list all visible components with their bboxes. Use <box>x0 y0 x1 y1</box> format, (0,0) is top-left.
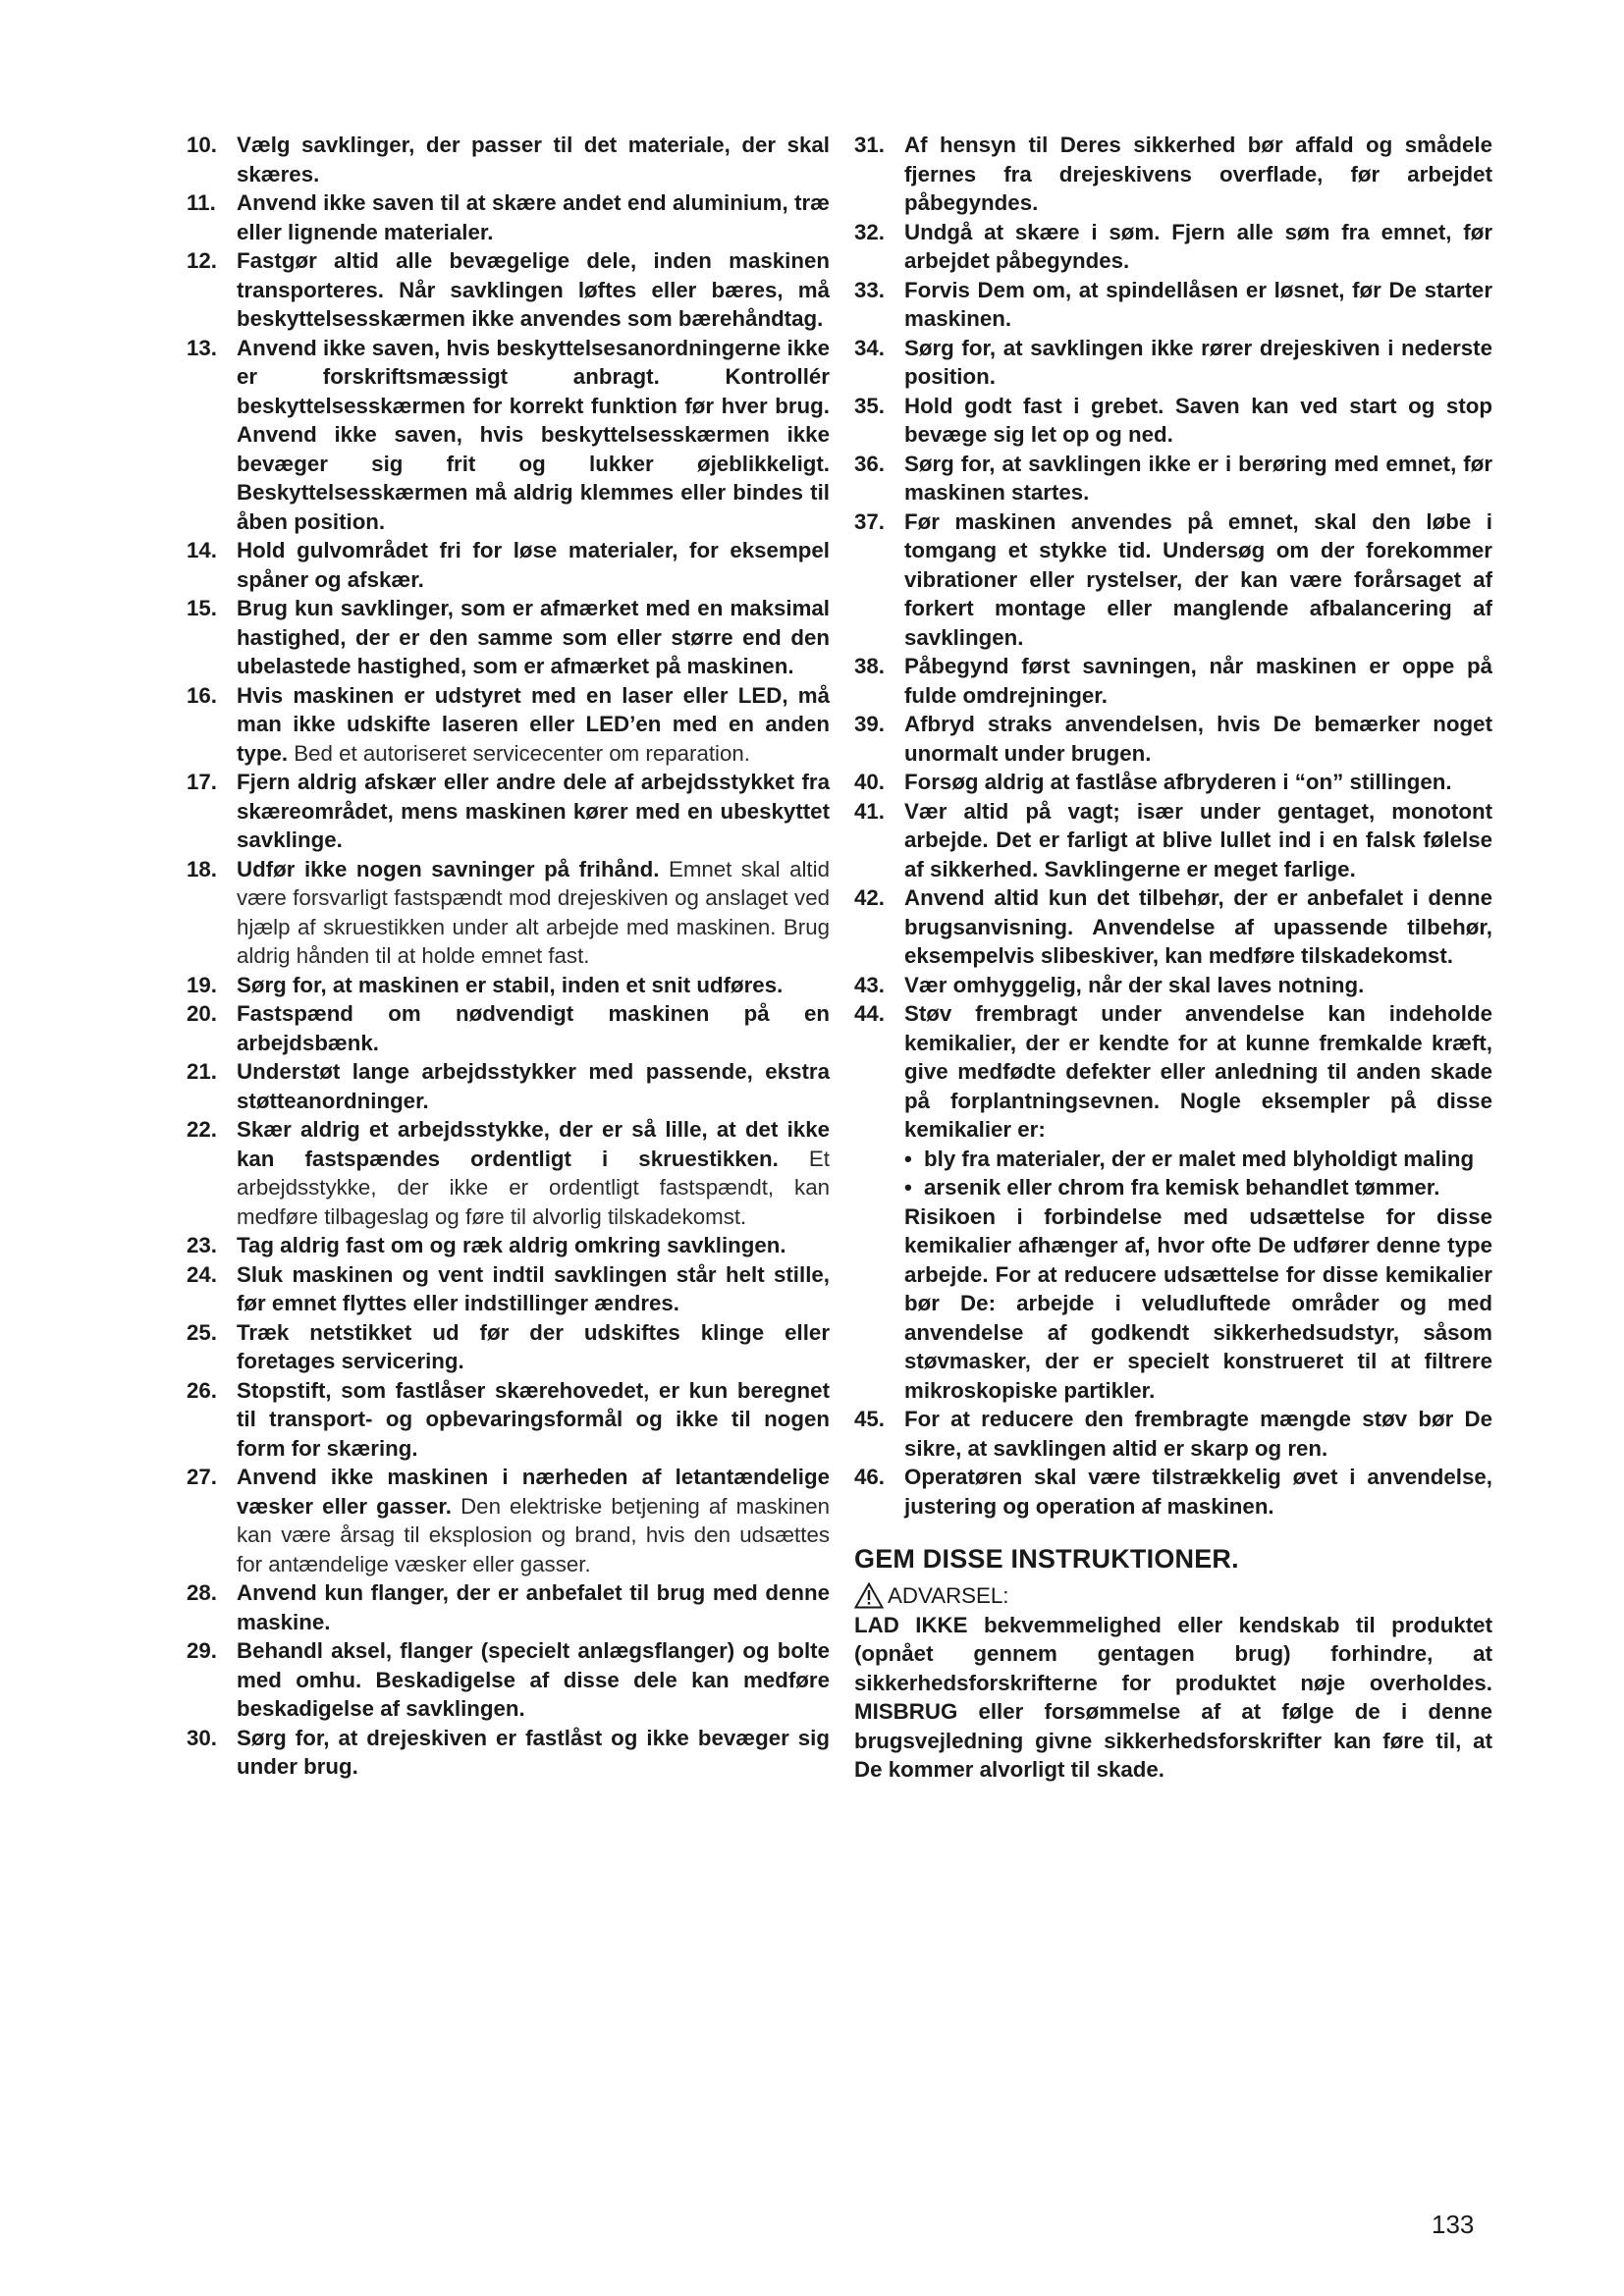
item-bold-text: Påbegynd først savningen, når maskinen er oppe på fulde omdrejninger. <box>904 654 1492 708</box>
warning-header <box>854 1581 1492 1611</box>
item-regular-text: Bed et autoriseret servicecenter om reparation. <box>288 740 750 766</box>
item-bold-text: Understøt lange arbejdsstykker med passende, ekstra støtteanordninger. <box>237 1059 830 1113</box>
list-item <box>187 999 830 1057</box>
list-item <box>854 218 1492 276</box>
list-item <box>187 1463 830 1578</box>
item-number: 32. <box>854 219 885 244</box>
item-number: 10. <box>187 133 217 157</box>
item-number: 42. <box>854 885 885 910</box>
item-bold-text: Hvis maskinen er udstyret med en laser eller LED, må man ikke udskifte laseren eller LED’en med en anden type. <box>237 682 830 766</box>
list-item <box>187 768 830 855</box>
item-regular-text: Den elektriske betjening af maskinen kan være årsag til eksplosion og brand, hvis den udsættes for antændelige væsker eller gasser. <box>237 1493 830 1576</box>
item-number: 44. <box>854 1001 885 1026</box>
chemical-examples-list <box>904 1145 1492 1202</box>
item-bold-text: Vær omhyggelig, når der skal laves notning. <box>904 972 1365 997</box>
item-number: 15. <box>187 596 217 620</box>
item-number: 39. <box>854 712 885 736</box>
item-bold-text: Anvend ikke maskinen i nærheden af letantændelige væsker eller gasser. <box>237 1465 830 1519</box>
item-number: 38. <box>854 654 885 678</box>
list-item <box>854 392 1492 450</box>
warning-triangle-icon <box>854 1582 884 1609</box>
item-number: 27. <box>187 1465 217 1489</box>
bullet-item: • arsenik eller chrom fra kemisk behandlet tømmer. <box>904 1173 1492 1202</box>
list-item <box>187 1724 830 1782</box>
item-bold-text: Vær altid på vagt; især under gentaget, monotont arbejde. Det er farligt at blive lullet ind i en falsk følelse af sikkerhed. Savklingerne er meget farlige. <box>904 798 1492 881</box>
section-heading: GEM DISSE INSTRUKTIONER. <box>854 1544 1239 1574</box>
item-bold-text: Anvend kun flanger, der er anbefalet til brug med denne maskine. <box>237 1580 830 1634</box>
warning-label: ADVARSEL: <box>888 1583 1009 1608</box>
warning-text: LAD IKKE bekvemmelighed eller kendskab til produktet (opnået gennem gentagen brug) forhindre, at sikkerhedsforskrifterne for produktet nøje overholdes. MISBRUG eller forsømmelse af at følge de i denne brugsvejledning givne sikkerhedsforskrifter kan føre til, at De kommer alvorligt til skade. <box>854 1612 1492 1782</box>
item-bold-text: Sørg for, at drejeskiven er fastlåst og ikke bevæger sig under brug. <box>237 1725 830 1779</box>
item-bold-text: Af hensyn til Deres sikkerhed bør affald og smådele fjernes fra drejeskivens overflade, før arbejdet påbegyndes. <box>904 133 1492 215</box>
item-number: 35. <box>854 393 885 418</box>
list-item <box>187 334 830 537</box>
list-item <box>187 536 830 594</box>
item-44-intro: Støv frembragt under anvendelse kan indeholde kemikalier, der er kendte for at kunne fremkalde kræft, give medfødte defekter eller anledning til anden skade på forplantningsevnen. Nogle eksempler på disse kemikalier er: <box>904 1001 1492 1142</box>
item-number: 16. <box>187 682 217 708</box>
list-item <box>187 681 830 769</box>
item-number: 33. <box>854 277 885 302</box>
list-item <box>187 971 830 1000</box>
item-bold-text: Anvend ikke saven til at skære andet end aluminium, træ eller lignende materialer. <box>237 190 830 244</box>
list-item <box>854 1463 1492 1521</box>
item-bold-text: Afbryd straks anvendelsen, hvis De bemærker noget unormalt under brugen. <box>904 712 1492 766</box>
item-number: 34. <box>854 335 885 360</box>
item-bold-text: Fastgør altid alle bevægelige dele, inden maskinen transporteres. Når savklingen løftes eller bæres, må beskyttelsesskærmen ikke anvendes som bærehåndtag. <box>237 248 830 331</box>
item-bold-text: Undgå at skære i søm. Fjern alle søm fra emnet, før arbejdet påbegyndes. <box>904 219 1492 273</box>
item-bold-text: Før maskinen anvendes på emnet, skal den løbe i tomgang et stykke tid. Undersøg om der forekommer vibrationer eller rystelser, der kan være forårsaget af forkert montage eller manglende afbalancering af savklingen. <box>904 508 1492 650</box>
safety-list-right <box>854 131 1492 999</box>
list-item <box>187 1578 830 1636</box>
item-number: 22. <box>187 1117 217 1142</box>
item-number: 11. <box>187 190 216 215</box>
list-item <box>187 594 830 681</box>
list-item <box>187 855 830 971</box>
item-number: 21. <box>187 1059 217 1084</box>
safety-list-right-tail <box>854 1405 1492 1521</box>
item-bold-text: Sørg for, at savklingen ikke er i berøring med emnet, før maskinen startes. <box>904 451 1492 505</box>
item-number: 17. <box>187 770 217 794</box>
list-item <box>187 1376 830 1464</box>
item-bold-text: For at reducere den frembragte mængde støv bør De sikre, at savklingen altid er skarp og ren. <box>904 1407 1492 1461</box>
item-bold-text: Fjern aldrig afskær eller andre dele af arbejdsstykket fra skæreområdet, mens maskinen kører med en ubeskyttet savklinge. <box>237 770 830 852</box>
item-bold-text: Forsøg aldrig at fastlåse afbryderen i “on” stillingen. <box>904 770 1452 794</box>
list-item <box>187 1260 830 1318</box>
item-number: 26. <box>187 1377 217 1403</box>
list-item <box>854 710 1492 768</box>
list-item <box>187 1231 830 1260</box>
item-number: 12. <box>187 248 217 273</box>
bullet-item: • bly fra materialer, der er malet med blyholdigt maling <box>904 1145 1492 1174</box>
item-bold-text: Tag aldrig fast om og ræk aldrig omkring savklingen. <box>237 1233 786 1257</box>
item-number: 36. <box>854 451 885 476</box>
list-item <box>854 797 1492 884</box>
list-item <box>187 1318 830 1376</box>
list-item <box>854 276 1492 334</box>
item-bold-text: Vælg savklinger, der passer til det materiale, der skal skæres. <box>237 133 830 187</box>
list-item <box>854 883 1492 971</box>
item-number: 23. <box>187 1233 217 1257</box>
item-number: 28. <box>187 1580 217 1605</box>
item-number: 37. <box>854 508 885 534</box>
item-bold-text: Brug kun savklinger, som er afmærket med en maksimal hastighed, der er den samme som eller større end den ubelastede hastighed, som er afmærket på maskinen. <box>237 596 830 678</box>
list-item <box>854 507 1492 653</box>
item-number: 31. <box>854 133 885 157</box>
item-regular-text: Emnet skal altid være forsvarligt fastspændt mod drejeskiven og anslaget ved hjælp af skruestikken under alt arbejde med maskinen. Brug aldrig hånden til at holde emnet fast. <box>237 856 830 968</box>
list-item-44 <box>854 999 1492 1405</box>
list-item <box>187 1057 830 1115</box>
item-number: 24. <box>187 1261 217 1287</box>
page-number: 133 <box>1432 2210 1475 2239</box>
list-item <box>854 1405 1492 1463</box>
item-regular-text: Et arbejdsstykke, der ikke er ordentligt fastspændt, kan medføre tilbageslag og føre til alvorlig tilskadekomst. <box>237 1146 830 1229</box>
item-bold-text: Sørg for, at maskinen er stabil, inden et snit udføres. <box>237 972 784 997</box>
item-bold-text: Operatøren skal være tilstrækkelig øvet i anvendelse, justering og operation af maskinen. <box>904 1465 1492 1519</box>
item-bold-text: Skær aldrig et arbejdsstykke, der er så lille, at det ikke kan fastspændes ordentligt i skruestikken. <box>237 1117 830 1171</box>
item-bold-text: Anvend altid kun det tilbehør, der er anbefalet i denne brugsanvisning. Anvendelse af upassende tilbehør, eksempelvis slibeskiver, kan medføre tilskadekomst. <box>904 885 1492 968</box>
list-item <box>187 131 830 188</box>
list-item <box>854 652 1492 710</box>
item-bold-text: Hold gulvområdet fri for løse materialer, for eksempel spåner og afskær. <box>237 538 830 592</box>
list-item <box>854 131 1492 218</box>
list-item <box>854 334 1492 392</box>
item-bold-text: Anvend ikke saven, hvis beskyttelsesanordningerne ikke er forskriftsmæssigt anbragt. Kontrollér beskyttelsesskærmen for korrekt funktion før hver brug. Anvend ikke saven, hvis beskyttelsesskærmen ikke bevæger sig frit og lukker øjeblikkeligt. Beskyttelsesskærmen må aldrig klemmes eller bindes til åben position. <box>237 335 830 534</box>
item-number: 20. <box>187 1001 217 1026</box>
list-item <box>854 450 1492 507</box>
item-bold-text: Stopstift, som fastlåser skærehovedet, er kun beregnet til transport- og opbevaringsformål og ikke til nogen form for skæring. <box>237 1377 830 1461</box>
item-number: 30. <box>187 1725 217 1750</box>
left-column <box>187 131 830 1782</box>
item-number: 14. <box>187 538 217 562</box>
list-item <box>854 971 1492 1000</box>
right-column <box>854 131 1492 1785</box>
item-number: 19. <box>187 972 217 997</box>
item-number: 13. <box>187 335 217 360</box>
item-bold-text: Træk netstikket ud før der udskiftes klinge eller foretages servicering. <box>237 1319 830 1373</box>
list-item <box>187 246 830 334</box>
list-item <box>187 1115 830 1231</box>
item-bold-text: Hold godt fast i grebet. Saven kan ved start og stop bevæge sig let op og ned. <box>904 393 1492 447</box>
item-bold-text: Udfør ikke nogen savninger på frihånd. <box>237 856 660 881</box>
item-bold-text: Sørg for, at savklingen ikke rører drejeskiven i nederste position. <box>904 335 1492 389</box>
item-number: 18. <box>187 856 217 881</box>
list-item <box>854 768 1492 797</box>
item-bold-text: Sluk maskinen og vent indtil savklingen står helt stille, før emnet flyttes eller indstillinger ændres. <box>237 1261 830 1315</box>
item-bold-text: Forvis Dem om, at spindellåsen er løsnet, før De starter maskinen. <box>904 277 1492 331</box>
list-item <box>187 188 830 246</box>
item-number: 45. <box>854 1407 885 1431</box>
item-bold-text: Behandl aksel, flanger (specielt anlægsflanger) og bolte med omhu. Beskadigelse af disse dele kan medføre beskadigelse af savklingen. <box>237 1638 830 1721</box>
item-number: 40. <box>854 770 885 794</box>
item-number: 41. <box>854 798 885 824</box>
item-44-outro: Risikoen i forbindelse med udsættelse for disse kemikalier afhænger af, hvor ofte De udfører denne type arbejde. For at reducere udsættelse for disse kemikalier bør De: arbejde i veludluftede områder og med anvendelse af godkendt sikkerhedsudstyr, såsom støvmasker, der er specielt konstrueret til at filtrere mikroskopiske partikler. <box>904 1203 1492 1403</box>
item-number: 25. <box>187 1319 217 1345</box>
item-bold-text: Fastspænd om nødvendigt maskinen på en arbejdsbænk. <box>237 1001 830 1055</box>
item-number: 43. <box>854 972 885 997</box>
item-number: 46. <box>854 1465 885 1489</box>
item-number: 29. <box>187 1638 217 1663</box>
safety-list-left <box>187 131 830 1782</box>
list-item <box>187 1636 830 1724</box>
